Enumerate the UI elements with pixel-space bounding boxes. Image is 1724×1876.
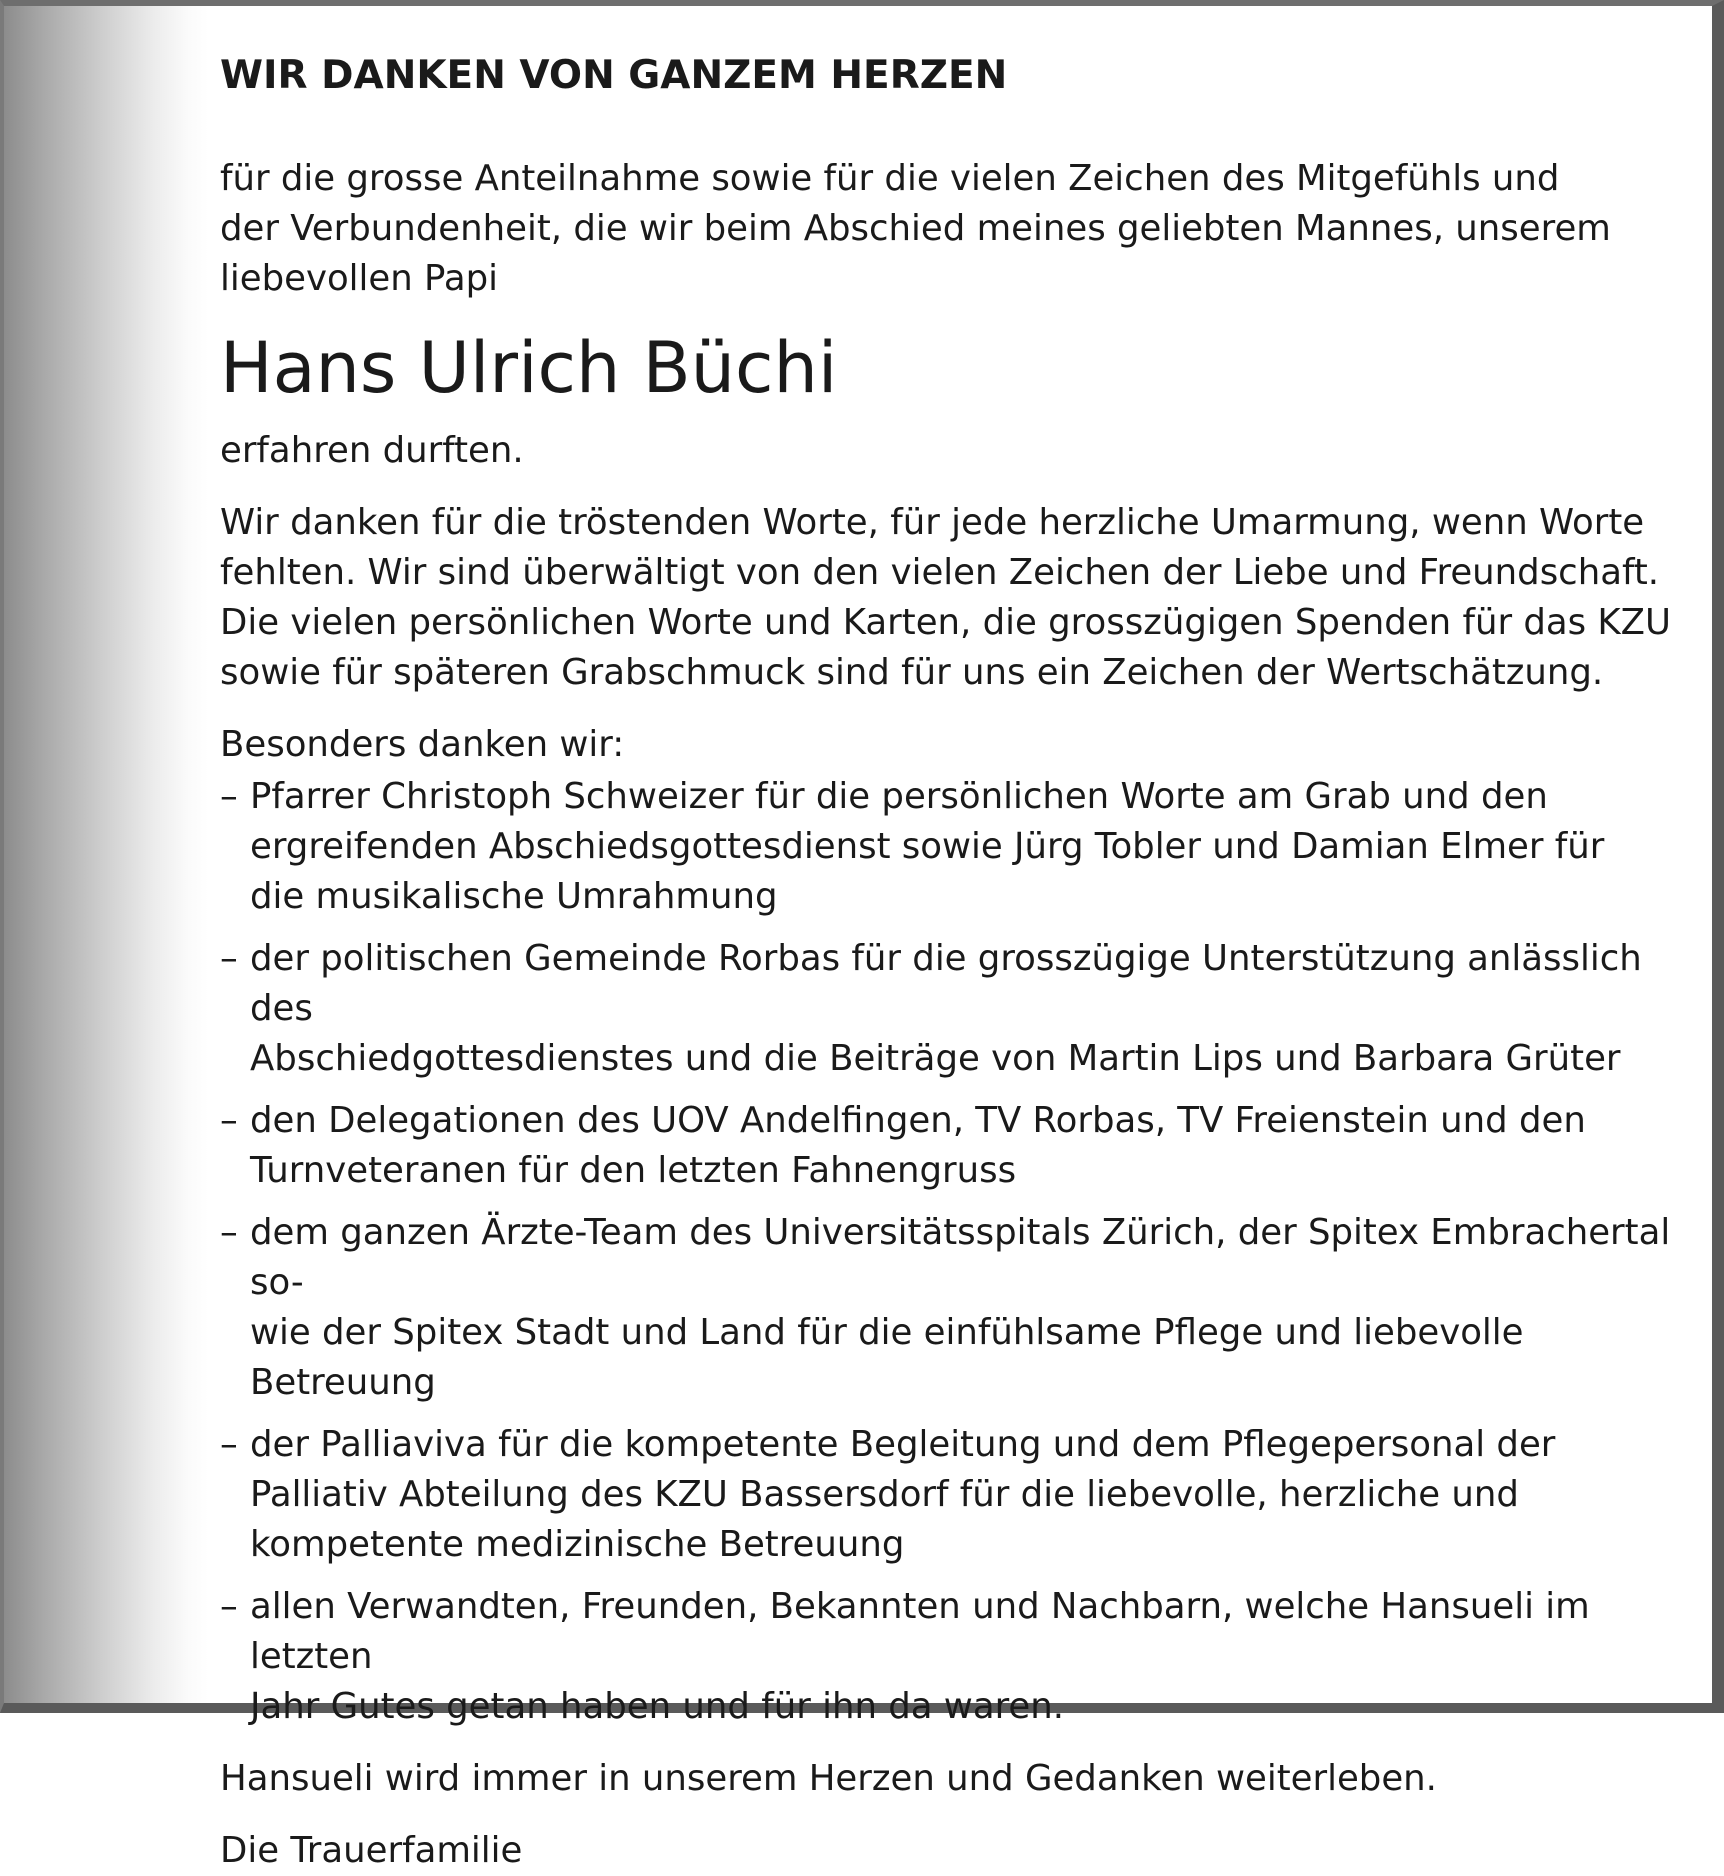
paragraph-line: Die vielen persönlichen Worte und Karten, die grosszügigen Spenden für das KZU [220,602,1671,643]
paragraph-line: fehlten. Wir sind überwältigt von den vielen Zeichen der Liebe und Freundschaft. [220,552,1660,593]
thanks-line: Jahr Gutes getan haben und für ihn da waren. [250,1686,1065,1727]
thanks-line: Pfarrer Christoph Schweizer für die persönlichen Worte am Grab und den [250,776,1548,817]
thanks-line: Abschiedgottesdienstes und die Beiträge von Martin Lips und Barbara Grüter [250,1038,1621,1079]
intro-line: der Verbundenheit, die wir beim Abschied meines geliebten Mannes, unserem [220,208,1611,249]
signature: Die Trauerfamilie [220,1830,523,1871]
thanks-item [220,934,1690,1084]
thanks-line: dem ganzen Ärzte-Team des Universitätsspitals Zürich, der Spitex Embrachertal so- [250,1212,1671,1303]
thanks-item [220,1208,1690,1408]
intro-line: für die grosse Anteilnahme sowie für die vielen Zeichen des Mitgefühls und [220,158,1560,199]
thanks-line: Turnveteranen für den letzten Fahnengruss [250,1150,1017,1191]
paragraph-line: sowie für späteren Grabschmuck sind für uns ein Zeichen der Wertschätzung. [220,652,1604,693]
dash-bullet: – [220,1586,238,1627]
after-name-text: erfahren durften. [220,430,524,471]
notice-heading: WIR DANKEN VON GANZEM HERZEN [220,53,1008,98]
thanks-line: kompetente medizinische Betreuung [250,1524,905,1565]
thanks-line: der politischen Gemeinde Rorbas für die grosszügige Unterstützung anlässlich des [250,938,1642,1029]
dash-bullet: – [220,938,238,979]
gratitude-paragraph [220,498,1690,698]
thanks-line: ergreifenden Abschiedsgottesdienst sowie Jürg Tobler und Damian Elmer für [250,826,1605,867]
thanks-line: den Delegationen des UOV Andelfingen, TV Rorbas, TV Freienstein und den [250,1100,1586,1141]
thanks-line: der Palliaviva für die kompetente Begleitung und dem Pflegepersonal der [250,1424,1556,1465]
dash-bullet: – [220,1100,238,1141]
thanks-item [220,772,1690,922]
thanks-line: die musikalische Umrahmung [250,876,778,917]
intro-line: liebevollen Papi [220,258,498,299]
paragraph-line: Wir danken für die tröstenden Worte, für jede herzliche Umarmung, wenn Worte [220,502,1645,543]
thanks-line: wie der Spitex Stadt und Land für die einfühlsame Pflege und liebevolle Betreuung [250,1312,1524,1403]
deceased-name: Hans Ulrich Büchi [220,327,838,409]
special-thanks-heading: Besonders danken wir: [220,724,625,765]
thanks-item [220,1420,1690,1570]
thanks-line: Palliativ Abteilung des KZU Bassersdorf für die liebevolle, herzliche und [250,1474,1519,1515]
dash-bullet: – [220,776,238,817]
thanks-item [220,1582,1690,1732]
thanks-list [220,772,1690,1732]
closing-sentence: Hansueli wird immer in unserem Herzen und Gedanken weiterleben. [220,1758,1437,1799]
dash-bullet: – [220,1424,238,1465]
intro-paragraph [220,154,1690,304]
thanks-item [220,1096,1690,1196]
dash-bullet: – [220,1212,238,1253]
notice-content [220,46,1690,1876]
thanks-line: allen Verwandten, Freunden, Bekannten und Nachbarn, welche Hansueli im letzten [250,1586,1590,1677]
